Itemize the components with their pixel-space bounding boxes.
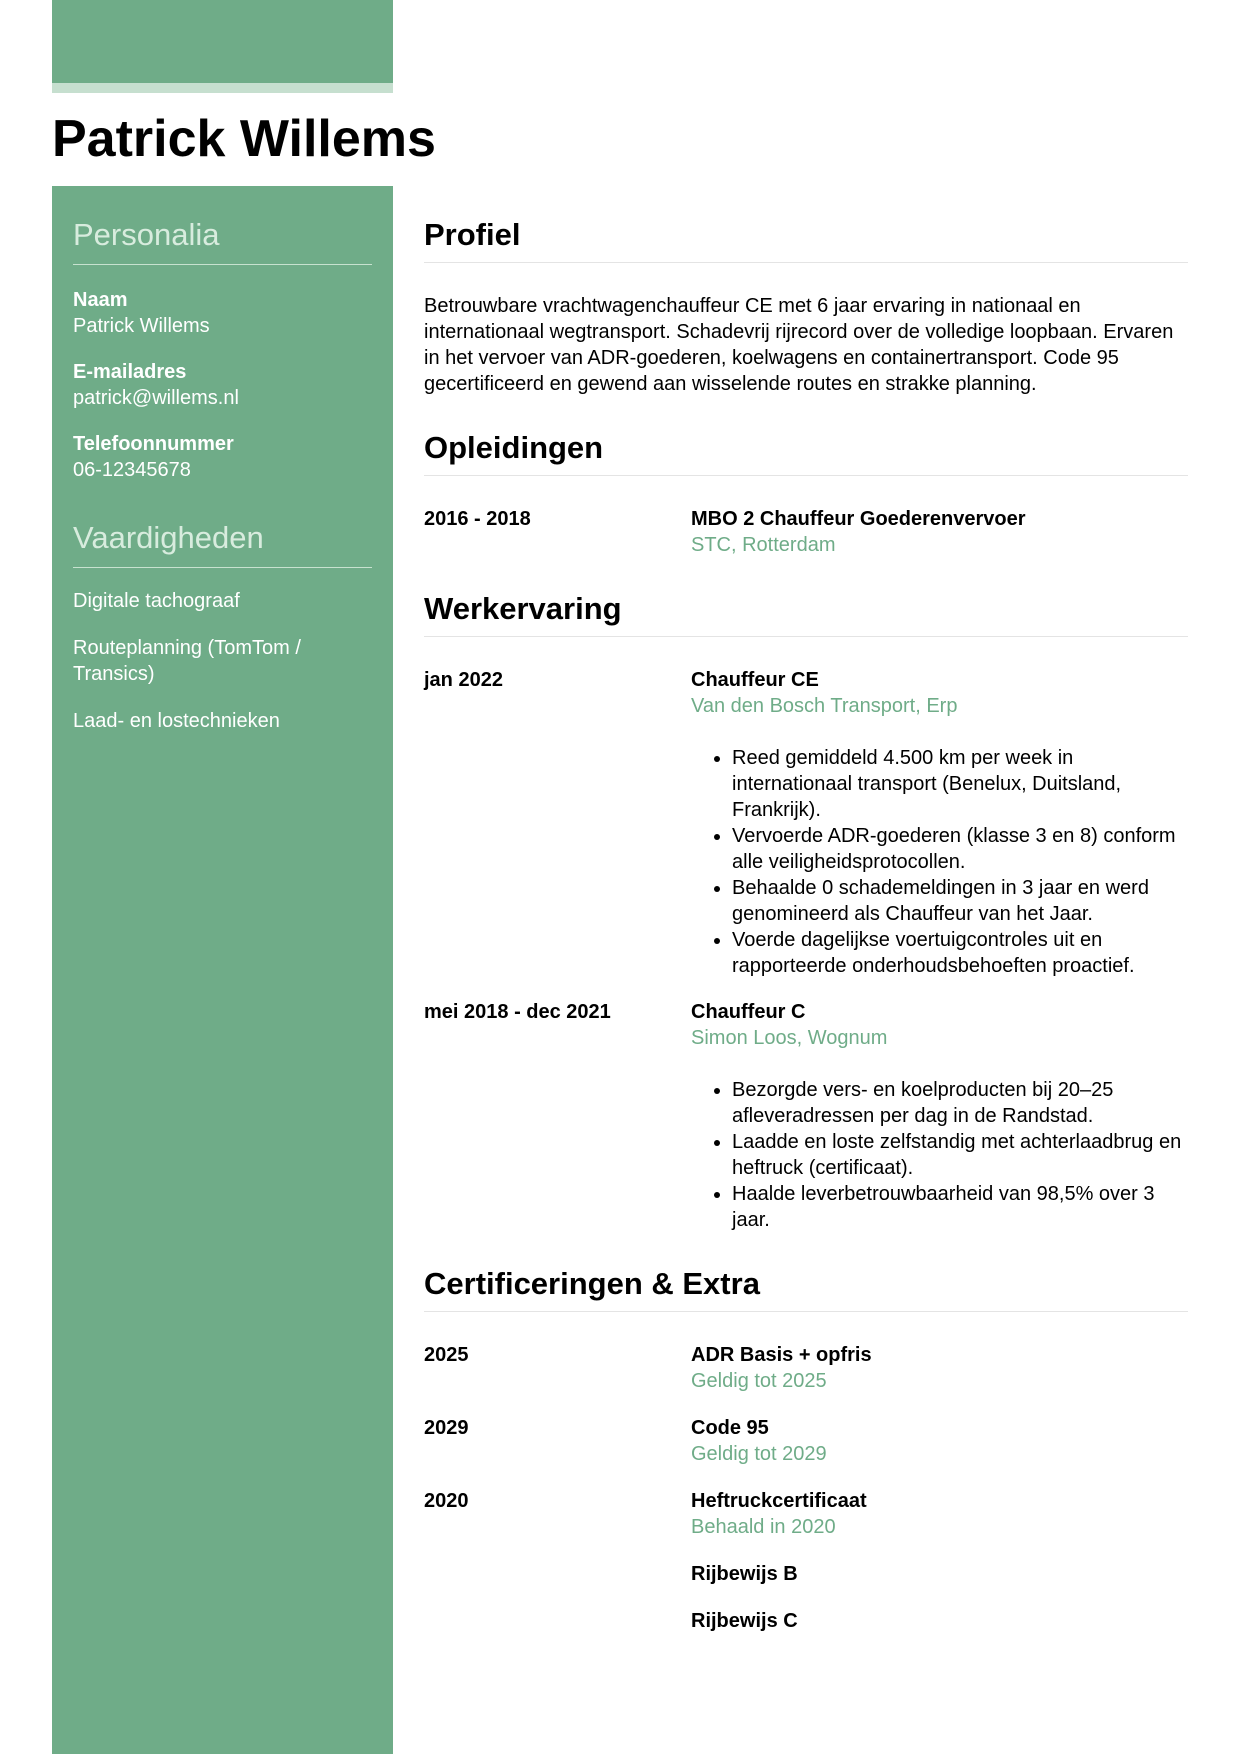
personalia-value: 06-12345678 xyxy=(73,459,191,481)
bullet-item: • Reed gemiddeld 4.500 km per week in internationaal transport (Benelux, Duitsland, Frankrijk). xyxy=(732,745,1188,823)
entry-date: 2020 xyxy=(424,1490,469,1512)
personalia-heading: Personalia xyxy=(73,218,372,265)
bullet-item: • Behaalde 0 schademeldingen in 3 jaar en werd genomineerd als Chauffeur van het Jaar. xyxy=(732,875,1188,927)
education-list xyxy=(424,506,1188,558)
bullet-list xyxy=(691,745,1188,979)
entry-body xyxy=(691,999,1188,1233)
entry-date xyxy=(424,1608,691,1634)
personalia-item-phone xyxy=(73,431,372,483)
entry-date: mei 2018 - dec 2021 xyxy=(424,1001,611,1023)
sidebar xyxy=(52,186,393,1754)
entry-date: 2029 xyxy=(424,1417,469,1439)
cert-entry xyxy=(424,1415,1188,1467)
personalia-value: patrick@willems.nl xyxy=(73,387,239,409)
entry-title: MBO 2 Chauffeur Goederenvervoer xyxy=(691,508,1026,530)
personalia-value: Patrick Willems xyxy=(73,315,210,337)
entry-body xyxy=(691,1342,1188,1394)
cert-entry xyxy=(424,1608,1188,1634)
header-color-band xyxy=(52,0,393,83)
personalia-list xyxy=(73,287,372,483)
entry-body xyxy=(691,1415,1188,1467)
candidate-name: Patrick Willems xyxy=(52,110,436,168)
entry-title: ADR Basis + opfris xyxy=(691,1344,872,1366)
entry-body xyxy=(691,1488,1188,1540)
entry-subtitle: Simon Loos, Wognum xyxy=(691,1027,888,1049)
entry-subtitle: Geldig tot 2025 xyxy=(691,1370,827,1392)
cert-entry xyxy=(424,1488,1188,1540)
bullet-item: • Bezorgde vers- en koelproducten bij 20–25 afleveradressen per dag in de Randstad. xyxy=(732,1077,1188,1129)
personalia-item-name xyxy=(73,287,372,339)
education-heading: Opleidingen xyxy=(424,431,1188,476)
bullet-item: • Haalde leverbetrouwbaarheid van 98,5% over 3 jaar. xyxy=(732,1181,1188,1233)
entry-date: 2016 - 2018 xyxy=(424,508,531,530)
work-entry xyxy=(424,667,1188,979)
personalia-label: Naam xyxy=(73,289,128,311)
entry-date: 2025 xyxy=(424,1344,469,1366)
entry-subtitle: Van den Bosch Transport, Erp xyxy=(691,695,958,717)
bullet-item: • Voerde dagelijkse voertuigcontroles uit en rapporteerde onderhoudsbehoeften proactief. xyxy=(732,927,1188,979)
education-entry xyxy=(424,506,1188,558)
entry-body xyxy=(691,1608,1188,1634)
certs-list xyxy=(424,1342,1188,1634)
work-list xyxy=(424,667,1188,1233)
entry-date: jan 2022 xyxy=(424,669,503,691)
entry-subtitle: Geldig tot 2029 xyxy=(691,1443,827,1465)
certs-heading: Certificeringen & Extra xyxy=(424,1267,1188,1312)
skills-list xyxy=(73,588,372,734)
work-entry xyxy=(424,999,1188,1233)
personalia-label: E-mailadres xyxy=(73,361,187,383)
skill-item: Digitale tachograaf xyxy=(73,590,240,612)
profile-heading: Profiel xyxy=(424,218,1188,263)
entry-title: Rijbewijs B xyxy=(691,1563,798,1585)
entry-title: Heftruckcertificaat xyxy=(691,1490,867,1512)
entry-title: Code 95 xyxy=(691,1417,769,1439)
entry-title: Chauffeur CE xyxy=(691,669,819,691)
entry-title: Chauffeur C xyxy=(691,1001,806,1023)
main-content xyxy=(424,186,1188,1655)
work-heading: Werkervaring xyxy=(424,592,1188,637)
cert-entry xyxy=(424,1561,1188,1587)
entry-subtitle: Behaald in 2020 xyxy=(691,1516,836,1538)
skills-heading: Vaardigheden xyxy=(73,521,372,568)
skill-item: Laad- en lostechnieken xyxy=(73,710,280,732)
entry-body xyxy=(691,506,1188,558)
personalia-label: Telefoonnummer xyxy=(73,433,234,455)
entry-title: Rijbewijs C xyxy=(691,1610,798,1632)
entry-subtitle: STC, Rotterdam xyxy=(691,534,836,556)
entry-date xyxy=(424,1561,691,1587)
entry-body xyxy=(691,667,1188,979)
skill-item: Routeplanning (TomTom / Transics) xyxy=(73,637,301,685)
bullet-item: • Vervoerde ADR-goederen (klasse 3 en 8) conform alle veiligheidsprotocollen. xyxy=(732,823,1188,875)
header-accent-strip xyxy=(52,83,393,93)
personalia-item-email xyxy=(73,359,372,411)
bullet-list xyxy=(691,1077,1188,1233)
bullet-item: • Laadde en loste zelfstandig met achterlaadbrug en heftruck (certificaat). xyxy=(732,1129,1188,1181)
entry-body xyxy=(691,1561,1188,1587)
cert-entry xyxy=(424,1342,1188,1394)
profile-text: Betrouwbare vrachtwagenchauffeur CE met 6 jaar ervaring in nationaal en internationaal wegtransport. Schadevrij rijrecord over de volledige loopbaan. Ervaren in het vervoer van ADR-goederen, koelwagens en containertransport. Code 95 gecertificeerd en gewend aan wisselende routes en strakke planning. xyxy=(424,295,1174,395)
